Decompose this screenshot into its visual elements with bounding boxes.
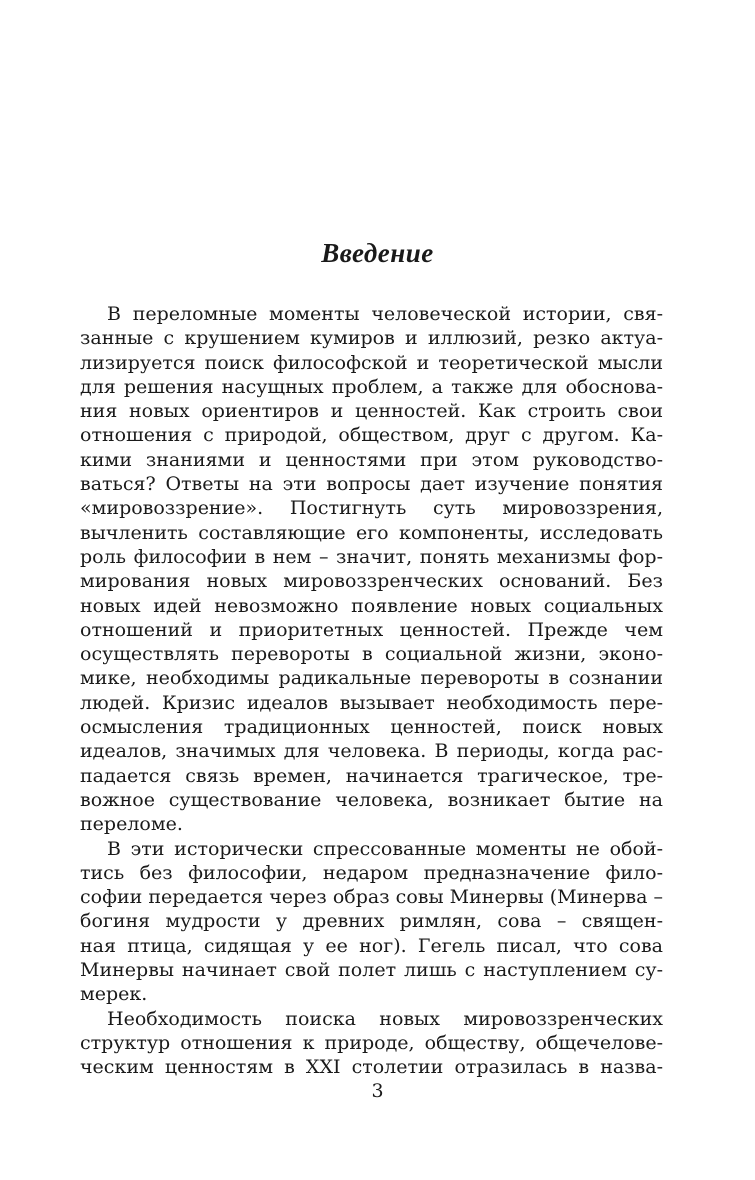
paragraph-1 bbox=[80, 302, 663, 837]
paragraph-2 bbox=[80, 837, 663, 1007]
text-line: кими знаниями и ценностями при этом руководство- bbox=[80, 448, 663, 471]
text-line: ная птица, сидящая у ее ног). Гегель писал, что сова bbox=[80, 934, 663, 957]
page-number: 3 bbox=[371, 1080, 384, 1102]
text-line: структур отношения к природе, обществу, общечелове- bbox=[80, 1031, 663, 1054]
text-line: мирования новых мировоззренческих оснований. Без bbox=[80, 570, 663, 593]
text-line: осуществлять перевороты в социальной жизни, эконо- bbox=[80, 643, 663, 666]
text-line: людей. Кризис идеалов вызывает необходимость пере- bbox=[80, 691, 663, 714]
text-line: мерек. bbox=[80, 983, 148, 1006]
text-line: ния новых ориентиров и ценностей. Как строить свои bbox=[80, 400, 663, 423]
paragraph-3 bbox=[80, 1007, 663, 1080]
text-line: ческим ценностям в XXI столетии отразилась в назва- bbox=[80, 1056, 663, 1079]
text-line: отношений и приоритетных ценностей. Прежде чем bbox=[80, 618, 663, 641]
text-line: В эти исторически спрессованные моменты не обой- bbox=[107, 837, 663, 860]
text-line: вожное существование человека, возникает бытие на bbox=[80, 788, 663, 811]
text-line: новых идей невозможно появление новых социальных bbox=[80, 594, 663, 617]
text-line: падается связь времен, начинается трагическое, тре- bbox=[80, 764, 663, 787]
text-line: осмысления традиционных ценностей, поиск новых bbox=[80, 716, 663, 739]
text-line: Минервы начинает свой полет лишь с наступлением су- bbox=[80, 959, 663, 982]
text-line: софии передается через образ совы Минервы (Минерва – bbox=[80, 886, 663, 909]
text-line: В переломные моменты человеческой истории, свя- bbox=[107, 303, 663, 325]
text-line: идеалов, значимых для человека. В периоды, когда рас- bbox=[80, 740, 663, 763]
text-line: тись без философии, недаром предназначение фило- bbox=[80, 861, 663, 884]
text-line: отношения с природой, обществом, друг с другом. Ка- bbox=[80, 424, 663, 447]
text-line: для решения насущных проблем, а также для обоснова- bbox=[80, 375, 663, 398]
text-line: мике, необходимы радикальные перевороты в сознании bbox=[80, 667, 663, 690]
text-line: Необходимость поиска новых мировоззренческих bbox=[107, 1007, 663, 1030]
body-text bbox=[80, 302, 663, 1080]
text-line: переломе. bbox=[80, 813, 183, 836]
text-line: «мировоззрение». Постигнуть суть мировоззрения, bbox=[80, 497, 663, 520]
text-line: вычленить составляющие его компоненты, исследовать bbox=[80, 521, 663, 544]
chapter-title: Введение bbox=[321, 238, 434, 268]
text-line: ваться? Ответы на эти вопросы дает изучение понятия bbox=[80, 473, 663, 496]
text-line: богиня мудрости у древних римлян, сова – священ- bbox=[80, 910, 663, 933]
text-line: занные с крушением кумиров и иллюзий, резко актуа- bbox=[80, 327, 663, 350]
text-line: роль философии в нем – значит, понять механизмы фор- bbox=[80, 545, 663, 568]
text-line: лизируется поиск философской и теоретической мысли bbox=[80, 351, 663, 374]
